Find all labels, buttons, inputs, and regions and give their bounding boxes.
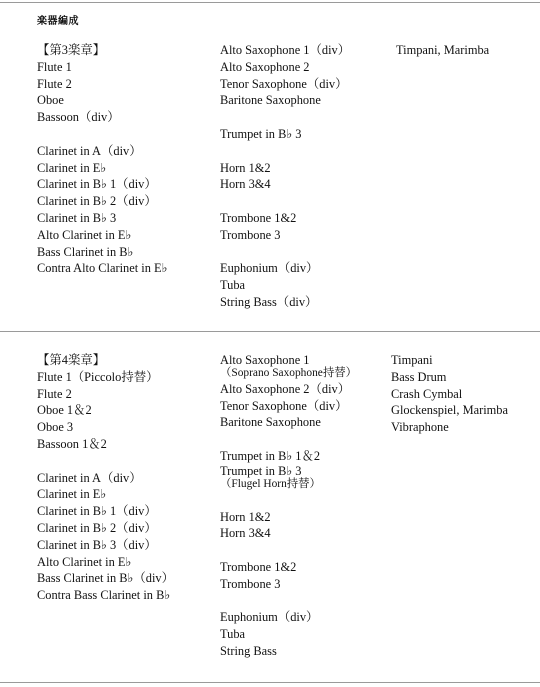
movement4-column-1 bbox=[37, 352, 174, 604]
instrument-line: Oboe 1＆2 bbox=[37, 403, 92, 418]
instrument-line: Crash Cymbal bbox=[391, 386, 463, 401]
instrument-line: Horn 3&4 bbox=[220, 177, 271, 192]
instrument-line: Bass Clarinet in B♭（div） bbox=[37, 571, 174, 586]
instrument-line: Euphonium（div） bbox=[220, 261, 319, 276]
instrument-line: Clarinet in B♭ 3（div） bbox=[37, 537, 157, 552]
instrument-line: Alto Saxophone 2（div） bbox=[220, 381, 351, 396]
instrument-line: 【第3楽章】 bbox=[37, 43, 106, 57]
instrument-line: Alto Saxophone 1（div） bbox=[220, 43, 351, 57]
instrument-line: Clarinet in B♭ 1（div） bbox=[37, 177, 157, 192]
bottom-rule bbox=[0, 682, 540, 683]
instrument-line: Timpani bbox=[391, 353, 433, 367]
instrument-line: Clarinet in A（div） bbox=[37, 470, 142, 485]
instrument-line: Bass Drum bbox=[391, 369, 447, 384]
instrument-line: Trombone 3 bbox=[220, 227, 281, 242]
instrument-note: （Flugel Horn持替） bbox=[220, 477, 321, 490]
instrument-line: Contra Bass Clarinet in B♭ bbox=[37, 588, 171, 603]
instrument-line: Horn 1&2 bbox=[220, 160, 271, 175]
instrument-line: Flute 2 bbox=[37, 386, 72, 401]
instrument-line: Trumpet in B♭ 3 bbox=[220, 463, 302, 478]
movement3-column-2 bbox=[220, 42, 350, 311]
movement3-column-1 bbox=[37, 42, 167, 277]
instrument-line: Flute 2 bbox=[37, 76, 72, 91]
instrument-line: Trumpet in B♭ 1＆2 bbox=[220, 448, 321, 463]
instrument-line: Clarinet in B♭ 1（div） bbox=[37, 504, 157, 519]
instrument-line: Flute 1（Piccolo持替） bbox=[37, 369, 159, 384]
instrument-line: Oboe 3 bbox=[37, 420, 74, 435]
instrument-line: Clarinet in B♭ 2（div） bbox=[37, 520, 157, 535]
instrument-line: Bass Clarinet in B♭ bbox=[37, 244, 134, 259]
instrument-line: Tenor Saxophone（div） bbox=[220, 76, 348, 91]
instrument-line: Tenor Saxophone（div） bbox=[220, 398, 348, 413]
instrument-line: Timpani, Marimba bbox=[396, 43, 490, 57]
instrument-note: （Soprano Saxophone持替） bbox=[220, 366, 357, 379]
instrument-line: Euphonium（div） bbox=[220, 610, 319, 625]
instrument-line: Vibraphone bbox=[391, 420, 449, 435]
instrument-line: Clarinet in E♭ bbox=[37, 160, 107, 175]
instrument-line: Trombone 1&2 bbox=[220, 210, 297, 225]
instrument-line: Clarinet in B♭ 3 bbox=[37, 210, 117, 225]
instrument-line: Tuba bbox=[220, 278, 246, 293]
instrument-line: Clarinet in E♭ bbox=[37, 487, 107, 502]
movement4-column-3 bbox=[391, 352, 508, 436]
page-title: 楽器編成 bbox=[37, 16, 79, 27]
instrument-line: Bassoon（div） bbox=[37, 110, 120, 125]
instrument-line: Glockenspiel, Marimba bbox=[391, 403, 508, 418]
movement4-column-2 bbox=[220, 352, 357, 660]
instrument-line: Clarinet in A（div） bbox=[37, 143, 142, 158]
instrument-line: Tuba bbox=[220, 627, 246, 642]
instrument-line: Horn 1&2 bbox=[220, 509, 271, 524]
instrument-line: Trombone 3 bbox=[220, 576, 281, 591]
instrument-line: Oboe bbox=[37, 93, 64, 108]
instrument-line: Alto Saxophone 2 bbox=[220, 59, 310, 74]
instrument-line: 【第4楽章】 bbox=[37, 353, 106, 367]
instrument-line: Contra Alto Clarinet in E♭ bbox=[37, 261, 168, 276]
instrument-line: Trumpet in B♭ 3 bbox=[220, 126, 302, 141]
section-divider bbox=[0, 331, 540, 332]
instrument-line: Alto Clarinet in E♭ bbox=[37, 554, 132, 569]
instrument-line: Trombone 1&2 bbox=[220, 559, 297, 574]
instrument-line: Clarinet in B♭ 2（div） bbox=[37, 194, 157, 209]
movement3-column-3 bbox=[396, 42, 489, 59]
instrument-line: Baritone Saxophone bbox=[220, 415, 321, 430]
instrument-line: Baritone Saxophone bbox=[220, 93, 321, 108]
instrument-line: String Bass bbox=[220, 643, 277, 658]
instrument-line: Horn 3&4 bbox=[220, 526, 271, 541]
instrument-line: Bassoon 1＆2 bbox=[37, 436, 107, 451]
instrument-line: String Bass（div） bbox=[220, 294, 318, 309]
top-rule bbox=[0, 2, 540, 3]
instrument-line: Alto Saxophone 1 bbox=[220, 353, 310, 367]
instrument-line: Flute 1 bbox=[37, 59, 72, 74]
instrument-line: Alto Clarinet in E♭ bbox=[37, 227, 132, 242]
